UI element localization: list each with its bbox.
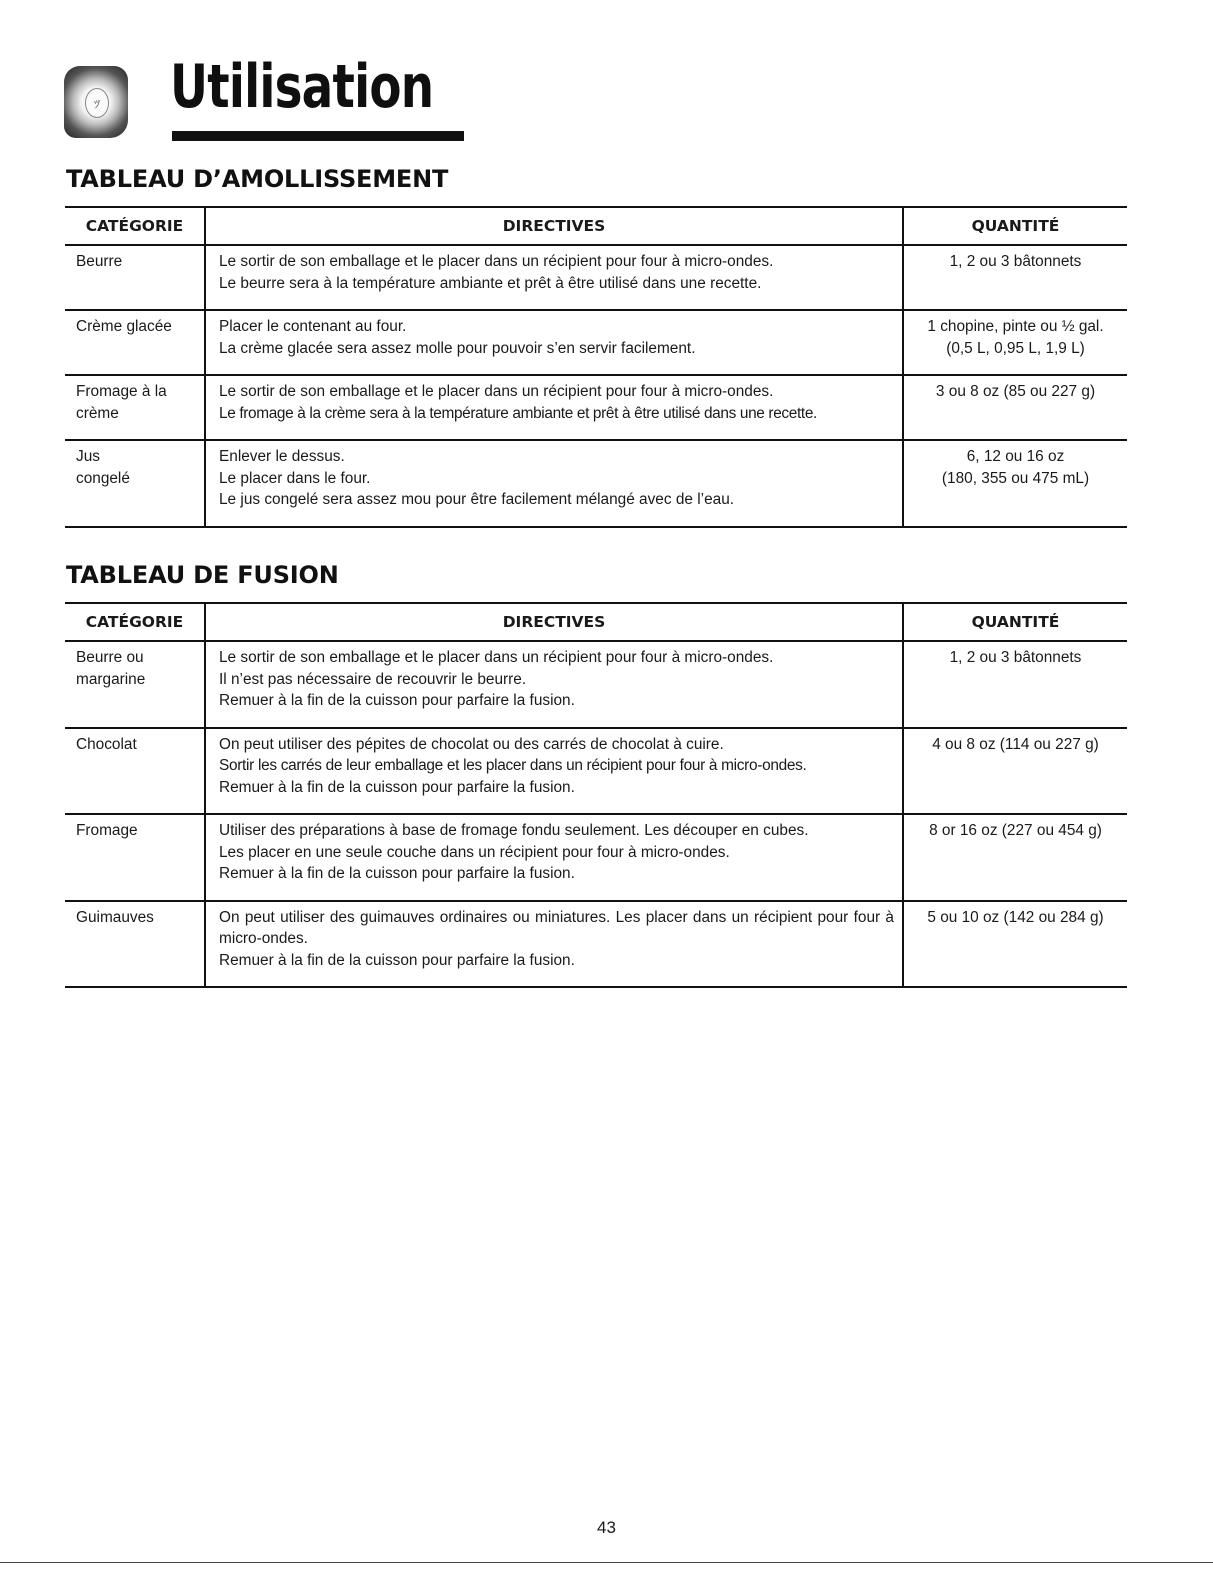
table-row	[65, 728, 1127, 815]
quantity-text: 6, 12 ou 16 oz	[966, 448, 1065, 465]
directive-text: La crème glacée sera assez molle pour pouvoir s’en servir facilement.	[219, 339, 696, 357]
softening-chart-title: TABLEAU D’AMOLLISSEMENT	[66, 165, 449, 193]
category-text: Guimauves	[76, 908, 154, 926]
directive-text: Sortir les carrés de leur emballage et les placer dans un récipient pour four à micro-ondes.	[219, 757, 807, 774]
quantity-text: (180, 355 ou 475 mL)	[941, 469, 1090, 487]
quantity-cell	[903, 310, 1127, 375]
table-header-row	[65, 207, 1127, 245]
directive-text: Utiliser des préparations à base de fromage fondu seulement. Les découper en cubes.	[219, 822, 809, 839]
column-header-category: CATÉGORIE	[65, 603, 205, 641]
directive-text: Le jus congelé sera assez mou pour être facilement mélangé avec de l’eau.	[219, 491, 735, 508]
quantity-text: 3 ou 8 oz (85 ou 227 g)	[935, 383, 1096, 400]
category-text: Beurre ou	[76, 649, 144, 666]
table-row	[65, 901, 1127, 988]
directive-text: Enlever le dessus.	[219, 448, 345, 465]
column-header-quantity: QUANTITÉ	[903, 207, 1127, 245]
directive-text: Remuer à la fin de la cuisson pour parfaire la fusion.	[219, 951, 575, 969]
directives-cell	[205, 375, 903, 440]
directives-cell	[205, 440, 903, 527]
directives-cell	[205, 245, 903, 310]
quantity-cell	[903, 375, 1127, 440]
category-text: congelé	[76, 469, 130, 487]
directive-text: Le sortir de son emballage et le placer dans un récipient pour four à micro-ondes.	[219, 383, 774, 400]
table-row	[65, 641, 1127, 728]
page-header	[64, 52, 484, 142]
title-underline	[172, 131, 464, 141]
table-row	[65, 375, 1127, 440]
quantity-text: 4 ou 8 oz (114 ou 227 g)	[932, 735, 1099, 753]
quantity-cell	[903, 641, 1127, 728]
directive-text: Les placer en une seule couche dans un récipient pour four à micro-ondes.	[219, 843, 730, 861]
quantity-text: 1 chopine, pinte ou ½ gal.	[927, 318, 1104, 335]
quantity-cell	[903, 728, 1127, 815]
quantity-cell	[903, 440, 1127, 527]
category-cell	[65, 641, 205, 728]
directive-text: Remuer à la fin de la cuisson pour parfaire la fusion.	[219, 865, 575, 882]
table-row	[65, 310, 1127, 375]
category-text: Chocolat	[76, 735, 137, 753]
quantity-cell	[903, 814, 1127, 901]
directive-text: Le sortir de son emballage et le placer dans un récipient pour four à micro-ondes.	[219, 649, 774, 666]
directives-cell	[205, 728, 903, 815]
category-text: crème	[76, 404, 119, 422]
melting-chart-title: TABLEAU DE FUSION	[66, 561, 339, 589]
directive-text: Remuer à la fin de la cuisson pour parfaire la fusion.	[219, 778, 575, 796]
melting-table	[65, 602, 1127, 988]
category-cell	[65, 728, 205, 815]
table-header-row	[65, 603, 1127, 641]
table-row	[65, 245, 1127, 310]
table-row	[65, 440, 1127, 527]
directives-cell	[205, 641, 903, 728]
category-text: Jus	[76, 448, 100, 465]
directive-text: Placer le contenant au four.	[219, 318, 407, 335]
category-cell	[65, 245, 205, 310]
directives-cell	[205, 814, 903, 901]
category-text: Fromage à la	[76, 383, 167, 400]
page-title: Utilisation	[170, 52, 434, 122]
category-cell	[65, 814, 205, 901]
category-text: Crème glacée	[76, 318, 172, 335]
category-text: Beurre	[76, 253, 123, 270]
quantity-cell	[903, 901, 1127, 988]
directives-cell	[205, 310, 903, 375]
category-cell	[65, 310, 205, 375]
quantity-text: 1, 2 ou 3 bâtonnets	[949, 253, 1082, 270]
directive-text: Le beurre sera à la température ambiante et prêt à être utilisé dans une recette.	[219, 274, 762, 292]
microwave-face-icon	[64, 66, 128, 138]
directive-text: Il n’est pas nécessaire de recouvrir le beurre.	[219, 670, 527, 688]
column-header-category: CATÉGORIE	[65, 207, 205, 245]
directive-text: Le fromage à la crème sera à la température ambiante et prêt à être utilisé dans une recette.	[219, 404, 817, 422]
column-header-directives: DIRECTIVES	[205, 207, 903, 245]
category-text: Fromage	[76, 822, 138, 839]
directives-cell	[205, 901, 903, 988]
directive-text: Le placer dans le four.	[219, 469, 371, 487]
bottom-divider	[0, 1562, 1213, 1563]
face-icon: ﾂ	[85, 88, 109, 118]
directive-text: On peut utiliser des pépites de chocolat ou des carrés de chocolat à cuire.	[219, 735, 724, 753]
page-number: 43	[597, 1518, 616, 1537]
softening-table	[65, 206, 1127, 528]
quantity-text: 1, 2 ou 3 bâtonnets	[949, 649, 1082, 666]
category-cell	[65, 901, 205, 988]
column-header-directives: DIRECTIVES	[205, 603, 903, 641]
category-cell	[65, 375, 205, 440]
directive-text: Remuer à la fin de la cuisson pour parfaire la fusion.	[219, 692, 575, 709]
category-text: margarine	[76, 670, 146, 688]
directive-text: Le sortir de son emballage et le placer dans un récipient pour four à micro-ondes.	[219, 253, 774, 270]
category-cell	[65, 440, 205, 527]
table-row	[65, 814, 1127, 901]
quantity-text: 5 ou 10 oz (142 ou 284 g)	[927, 908, 1104, 926]
directive-text: On peut utiliser des guimauves ordinaires ou miniatures. Les placer dans un récipient pour four à micro-ondes.	[219, 908, 894, 947]
quantity-text: 8 or 16 oz (227 ou 454 g)	[929, 822, 1102, 839]
quantity-cell	[903, 245, 1127, 310]
quantity-text: (0,5 L, 0,95 L, 1,9 L)	[946, 339, 1085, 357]
column-header-quantity: QUANTITÉ	[903, 603, 1127, 641]
